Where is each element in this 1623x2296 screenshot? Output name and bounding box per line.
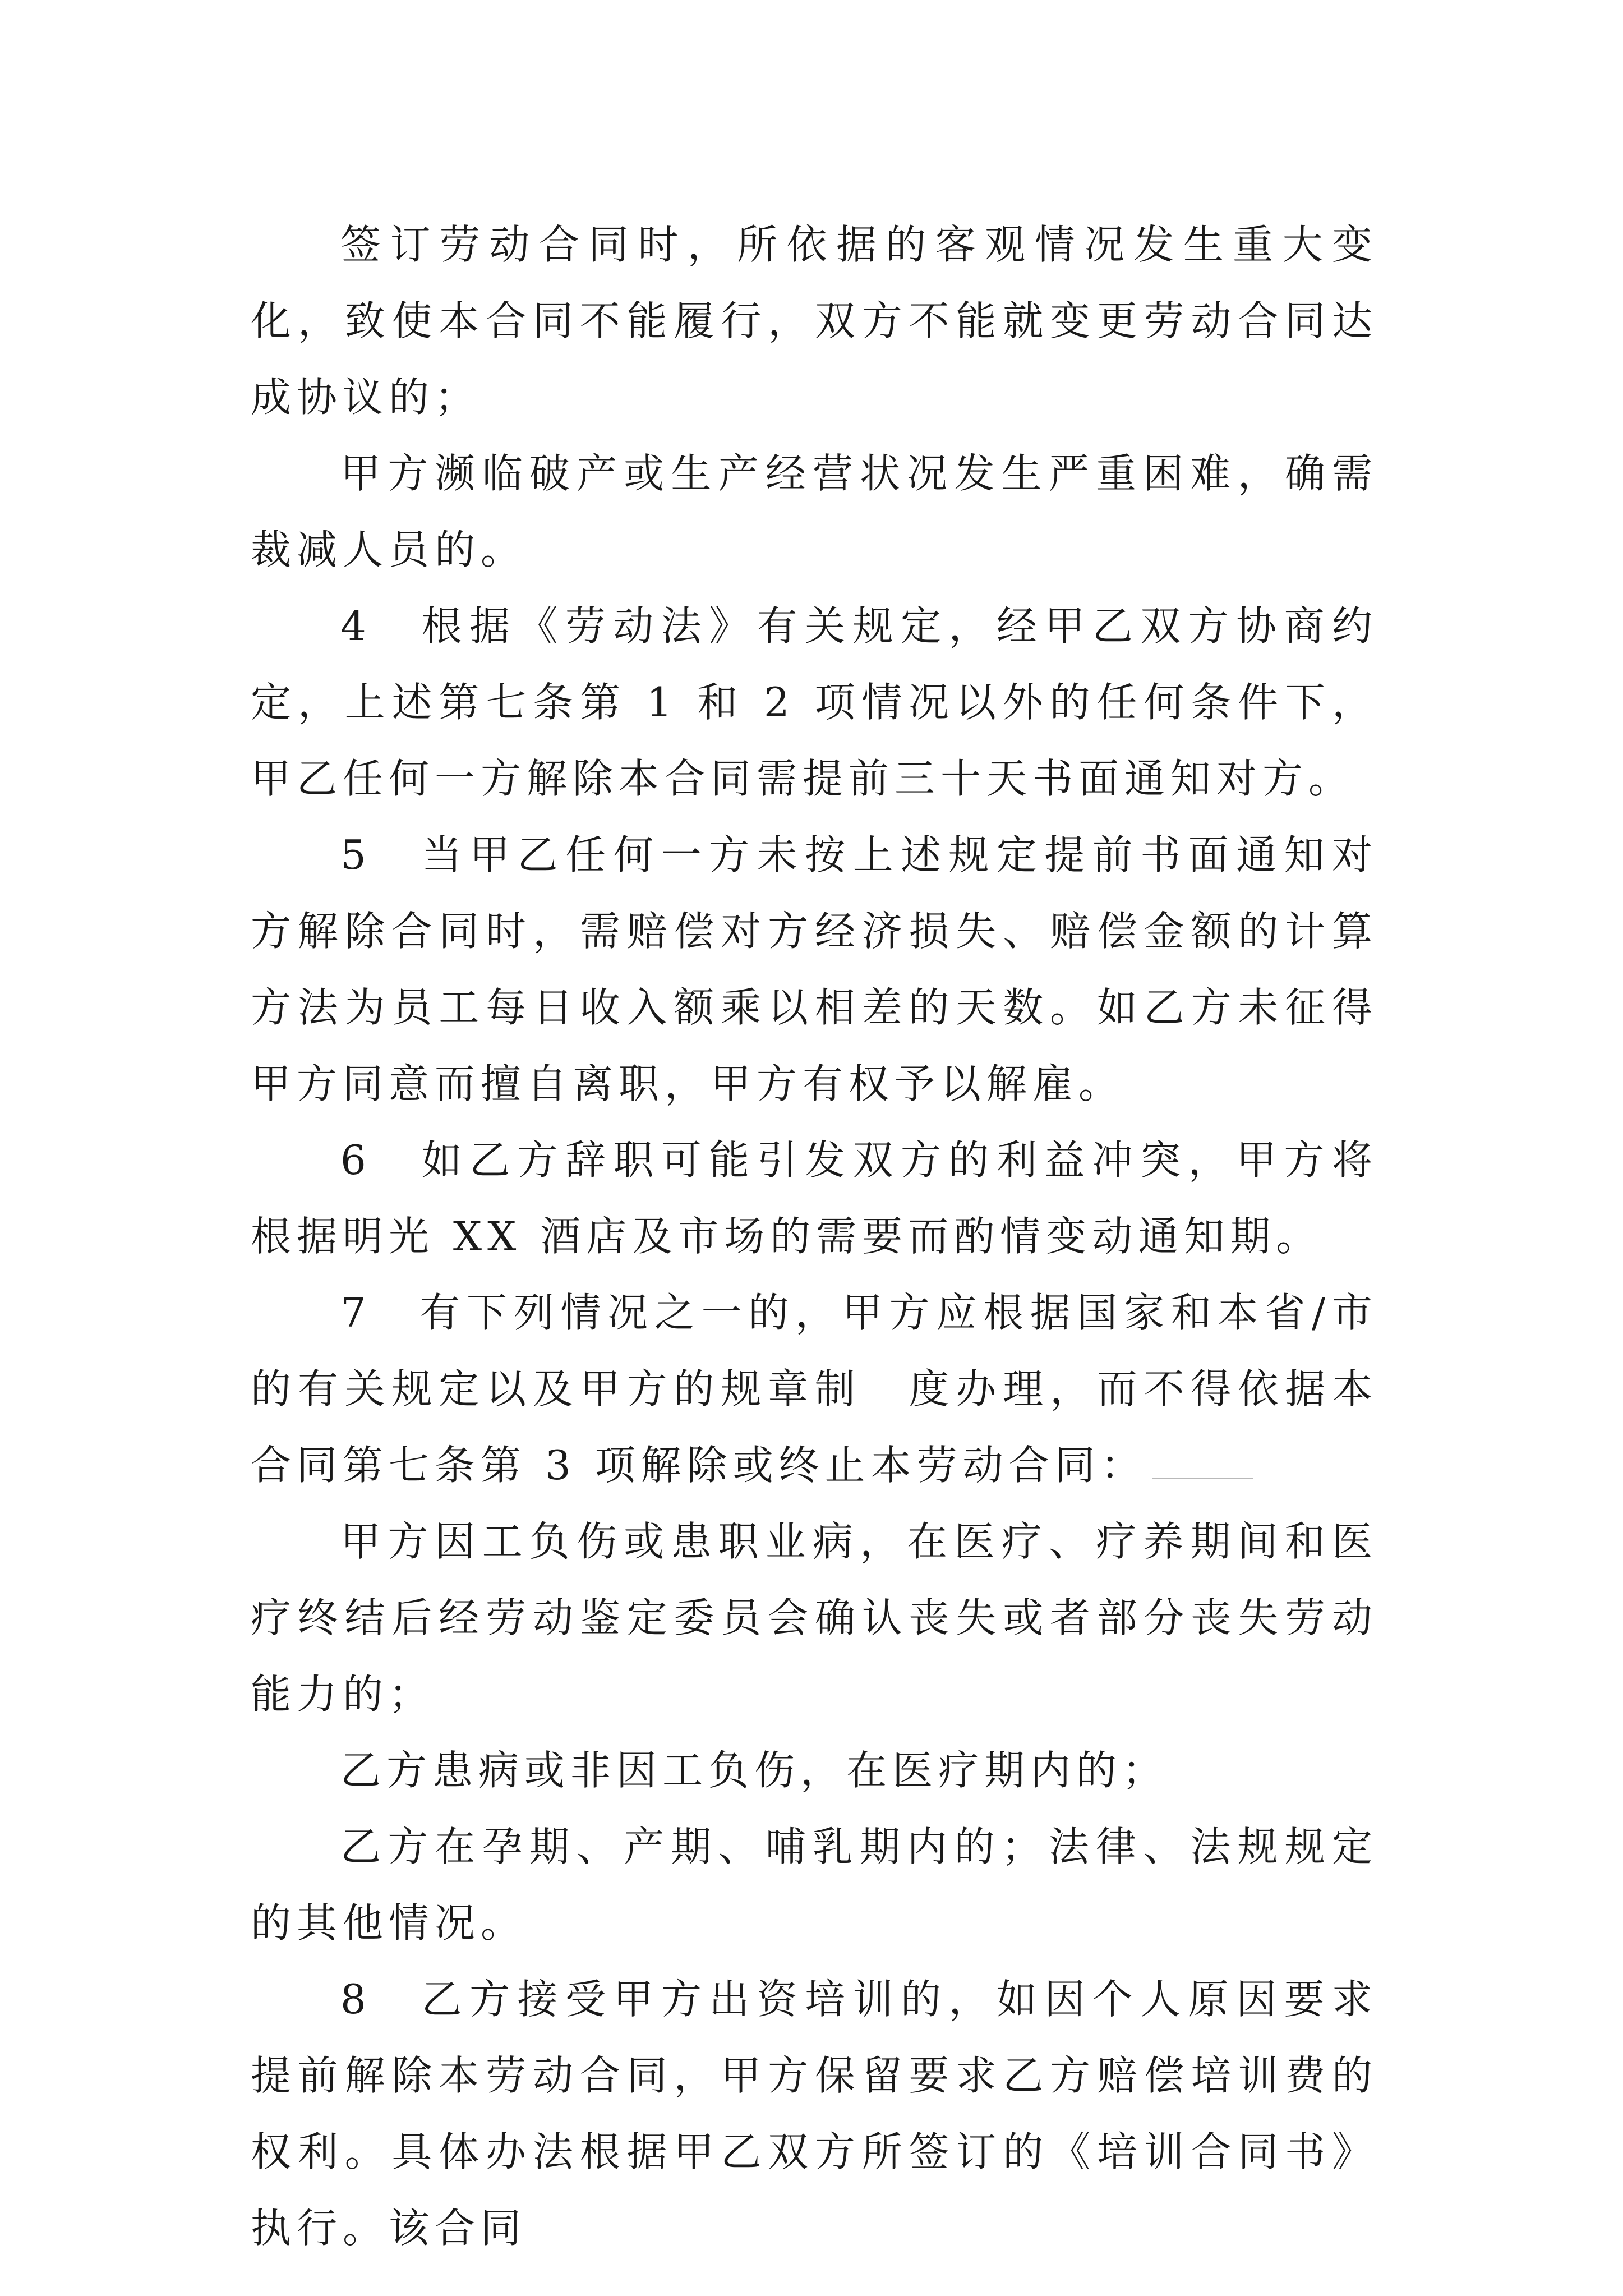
paragraph-illness: 乙方患病或非因工负伤，在医疗期内的；: [340, 1747, 1169, 1794]
paragraph-clause-5: 5 当甲乙任何一方未按上述规定提前书面通知对方解除合同时，需赔偿对方经济损失、赔偿金额的计算方法为员工每日收入额乘以相差的天数。如乙方未征得 甲方同意而擅自离职，甲方有权予以解雇。: [251, 831, 1424, 1107]
paragraph-clause-7: [251, 1274, 1378, 1503]
paragraph-clause-8: 8 乙方接受甲方出资培训的，如因个人原因要求提前解除本劳动合同，甲方保留要求乙方赔偿培训费的权利。具体办法根据甲乙双方所签订的《培训合同书》执行。该合同: [251, 1976, 1378, 2252]
paragraph-clause-4: 4 根据《劳动法》有关规定，经甲乙双方协商约定，上述第七条第 1 和 2 项情况以外的任何条件下，甲乙任何一方解除本合同需提前三十天书面通知对方。: [251, 602, 1378, 802]
paragraph-pregnancy: 乙方在孕期、产期、哺乳期内的；法律、法规规定的其他情况。: [251, 1823, 1378, 1947]
document-body: [251, 206, 1424, 2266]
paragraph-work-injury: 甲方因工负伤或患职业病，在医疗、疗养期间和医疗终结后经劳动鉴定委员会确认丧失或者部分丧失劳动能力的；: [251, 1518, 1378, 1718]
paragraph-clause-7-text: 7 有下列情况之一的，甲方应根据国家和本省/市的有关规定以及甲方的规章制 度办理，而不得依据本合同第七条第 3 项解除或终止本劳动合同：: [251, 1289, 1378, 1489]
paragraph-bankruptcy: 甲方濒临破产或生产经营状况发生严重困难，确需裁减人员的。: [251, 450, 1378, 573]
paragraph-clause-6: 6 如乙方辞职可能引发双方的利益冲突，甲方将根据明光 XX 酒店及市场的需要而酌情变动通知期。: [251, 1137, 1378, 1260]
fill-in-blank-line: [1152, 1437, 1253, 1479]
paragraph-circumstance-change: 签订劳动合同时，所依据的客观情况发生重大变化，致使本合同不能履行，双方不能就变更劳动合同达成协议的；: [251, 221, 1378, 421]
